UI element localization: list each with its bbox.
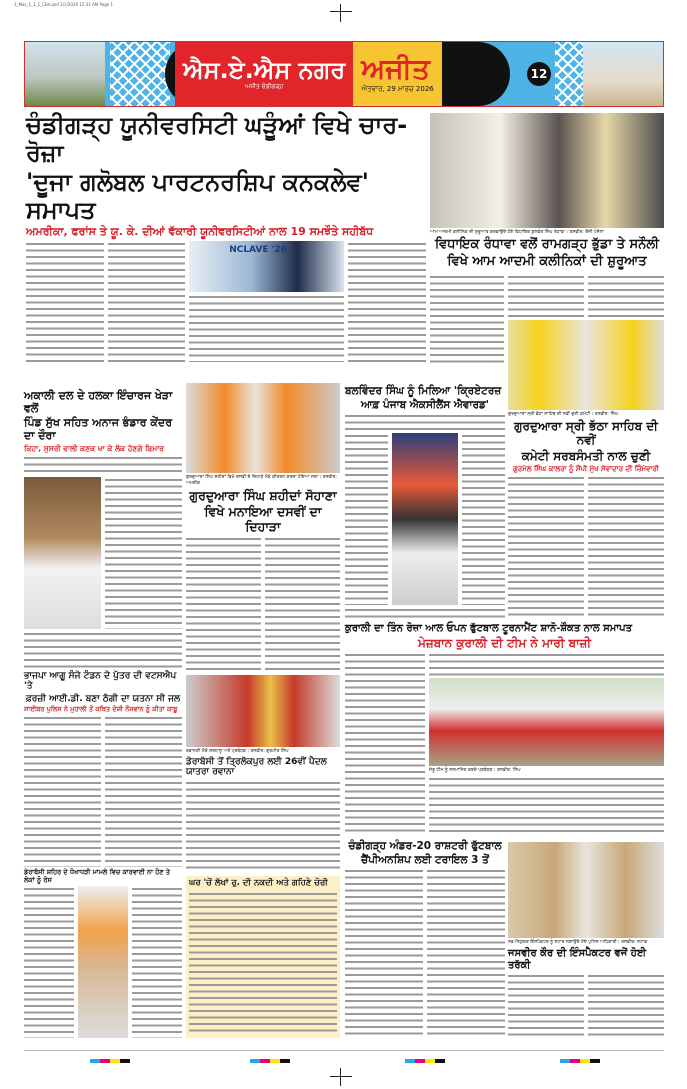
lead-body-col [189, 294, 344, 362]
sohana-body-row [186, 536, 340, 673]
masthead-yellow-panel [353, 42, 442, 106]
left-column [24, 390, 182, 1038]
balwinder-headline-line2: ਆਫ਼ ਪੰਜਾਬ ਐਕਸੀਲੈਂਸ ਐਵਾਰਡ' [361, 399, 489, 412]
clinics-photo-caption: ਆਮ ਆਦਮੀ ਕਲੀਨਿਕ ਦੀ ਸ਼ੁਰੂਆਤ ਕਰਵਾਉਂਦੇ ਹੋਏ ਵਿਧਾਇਕ ਕੁਲਵੰਤ ਸਿੰਘ ਰੰਧਾਵਾ। ਤਸਵੀਰ: ਰੌਜੀ ਪੰਜੋਲਾ [430, 230, 604, 236]
masthead-photo-monument [583, 42, 663, 106]
lead-headline-line2: 'ਦੂਜਾ ਗਲੋਬਲ ਪਾਰਟਨਰਸ਼ਿਪ ਕਨਕਲੇਵ' ਸਮਾਪਤ [26, 168, 369, 224]
balwinder-body [345, 413, 505, 431]
theft-headline: ਘਰ 'ਚੋਂ ਲੱਖਾਂ ਰੁ. ਦੀ ਨਕਦੀ ਅਤੇ ਗਹਿਣੇ ਚੋਰੀ [189, 878, 328, 888]
akali-subhead: ਕਿਹਾ, ਸੁਸਰੀ ਵਾਲੀ ਕਣਕ ਖਾ ਕੇ ਲੋਕ ਹੋਣਗੇ ਬਿਮਾਰ [24, 443, 164, 453]
inspector-body-row [508, 973, 664, 1038]
masthead-photo-building [25, 42, 105, 106]
balwinder-body [462, 433, 505, 605]
fraud-body-row [24, 886, 182, 1038]
yatra-body [186, 780, 340, 871]
inspector-body [508, 973, 584, 1038]
kurali-body [345, 652, 425, 835]
u20-body [427, 868, 505, 1038]
fraud-body [24, 886, 74, 1038]
theft-box [186, 876, 340, 1038]
clinics-body-col [430, 274, 504, 364]
balwinder-body [345, 607, 505, 619]
bhattha-body [588, 475, 664, 619]
newspaper-logo: ਅਜੀਤ [361, 52, 430, 86]
akali-body [24, 631, 182, 669]
footer-rule [24, 1050, 664, 1051]
edition-city: ਐਸ.ਏ.ਐਸ ਨਗਰ [183, 55, 346, 84]
color-registration-bar [560, 1059, 600, 1063]
kurali-right [429, 652, 664, 835]
kurali-photo-caption: ਜੇਤੂ ਟੀਮ ਨੂੰ ਸਨਮਾਨਿਤ ਕਰਦੇ ਪ੍ਰਬੰਧਕ। ਤਸਵੀਰ: ਸਿੰਘ [429, 768, 521, 774]
u20-story [345, 840, 505, 1038]
bhattha-headline: ਗੁਰਦੁਆਰਾ ਸ੍ਰੀ ਭੱਠਾ ਸਾਹਿਬ ਦੀ ਨਵੀਂ [514, 419, 658, 447]
clinics-story [430, 113, 664, 270]
bjp-body [105, 715, 182, 867]
lead-body-row [26, 241, 426, 362]
bjp-headline: ਭਾਜਪਾ ਆਗੂ ਸੰਜੇ ਟੰਡਨ ਦੇ ਪੁੱਤਰ ਦੀ ਵਟਸਐਪ 'ਤੇ [24, 670, 177, 692]
lead-body-col [26, 241, 104, 362]
bhattha-headline-line2: ਕਮੇਟੀ ਸਰਬਸੰਮਤੀ ਨਾਲ ਚੁਣੀ [521, 448, 651, 463]
inspector-headline: ਜਸਵੀਰ ਕੌਰ ਦੀ ਇੰਸਪੈਕਟਰ ਵਜੋਂ ਹੋਈ ਤਰੱਕੀ [508, 948, 647, 971]
sohana-photo [186, 383, 340, 473]
lead-body-col [108, 241, 186, 362]
balwinder-headline: ਬਲਵਿੰਦਰ ਸਿੰਘ ਨੂੰ ਮਿਲਿਆ 'ਕ੍ਰਿਏਟਰਜ਼ [345, 385, 502, 397]
clinics-body-col [508, 274, 584, 318]
bjp-headline-line2: ਫ਼ਰਜ਼ੀ ਆਈ.ਡੀ. ਬਣਾ ਠੱਗੀ ਦਾ ਯਤਨਾ ਸੀ ਜਲ [25, 693, 181, 704]
lead-headline: ਚੰਡੀਗੜ੍ਹ ਯੂਨੀਵਰਸਿਟੀ ਘੜੂੰਆਂ ਵਿਖੇ ਚਾਰ-ਰੋਜ਼ਾ [26, 111, 408, 167]
bhattha-photo [508, 320, 664, 410]
clinics-headline-line2: ਵਿਖੇ ਆਮ ਆਦਮੀ ਕਲੀਨਿਕਾਂ ਦੀ ਸ਼ੁਰੂਆਤ [447, 254, 647, 270]
bhattha-photo-caption: ਗੁਰਦੁਆਰਾ ਸ੍ਰੀ ਭੱਠਾ ਸਾਹਿਬ ਦੀ ਨਵੀਂ ਚੁਣੀ ਕਮੇਟੀ। ਤਸਵੀਰ: ਸਿੰਘ [508, 412, 619, 417]
akali-headline: ਅਕਾਲੀ ਦਲ ਦੇ ਹਲਕਾ ਇੰਚਾਰਜ ਖੇੜਾ ਵਲੋਂ [24, 389, 173, 415]
akali-body [105, 477, 182, 629]
masthead-pattern [110, 42, 170, 106]
sohana-body [186, 536, 261, 673]
u20-body [345, 868, 423, 1038]
kurali-subhead: ਮੇਜ਼ਬਾਨ ਕੁਰਾਲੀ ਦੀ ਟੀਮ ਨੇ ਮਾਰੀ ਬਾਜ਼ੀ [418, 635, 591, 650]
lead-photo [189, 241, 344, 292]
akali-headline-line2: ਪਿੰਡ ਸੁੱਖ ਸਹਿਤ ਅਨਾਜ ਭੰਡਾਰ ਕੇਂਦਰ ਦਾ ਦੌਰਾ [24, 416, 173, 442]
crop-mark [340, 1068, 341, 1086]
kurali-headline: ਕੁਰਾਲੀ ਦਾ ਤਿੰਨ ਰੋਜ਼ਾ ਆਲ ਓਪਨ ਫੁੱਟਬਾਲ ਟੂਰਨਾਮੈਂਟ ਸ਼ਾਨੋ-ਸ਼ੌਕਤ ਨਾਲ ਸਮਾਪਤ [345, 623, 633, 634]
color-registration-bar [405, 1059, 445, 1063]
akali-photo [24, 477, 101, 629]
masthead-title-oval [165, 42, 510, 106]
fraud-headline: ਡੇਰਾਬੱਸੀ ਸ਼ਹਿਰ ਦੇ ਧੋਖਾਧੜੀ ਮਾਮਲੇ ਵਿਚ ਕਾਰਵਾਈ ਨਾ ਹੋਣ ਤੇ ਲੋਕਾਂ ਨੂੰ ਰੋਸ [24, 868, 170, 884]
clinics-body-left [430, 274, 504, 364]
lead-body-col [348, 241, 426, 362]
bjp-subhead: ਸਾਈਬਰ ਪੁਲਿਸ ਨੇ ਮੁਹਾਲੀ ਤੋਂ ਕਥਿਤ ਦੋਸ਼ੀ ਨੌਜਵਾਨ ਨੂੰ ਕੀਤਾ ਕਾਬੂ [24, 704, 178, 713]
lead-photo-text: NCLAVE '26 [229, 245, 287, 256]
edition-subtitle: ਅਜੀਤ ਚੰਡੀਗੜ੍ਹ [245, 83, 284, 91]
clinics-body-row [508, 274, 664, 318]
bjp-body-row [24, 715, 182, 867]
balwinder-body [345, 433, 388, 605]
clinics-photo [430, 113, 664, 228]
lead-story [26, 112, 426, 362]
right-column [508, 274, 664, 619]
sohana-body [265, 536, 340, 673]
kurali-body-row [345, 652, 664, 835]
u20-body-row [345, 868, 505, 1038]
balwinder-body-row [345, 433, 505, 605]
fraud-body [132, 886, 182, 1038]
crop-mark [330, 1076, 352, 1077]
clinics-headline: ਵਿਧਾਇਕ ਰੰਧਾਵਾ ਵਲੋਂ ਰਾਮਗੜ੍ਹ ਭੁੱਡਾ ਤੇ ਸਨੌਲੀ [434, 237, 660, 253]
yatra-photo-caption: ਰਵਾਨਗੀ ਮੌਕੇ ਸ਼ਰਧਾਲੂ ਅਤੇ ਪ੍ਰਬੰਧਕ। ਤਸਵੀਰ: ਗੁਰਮੀਤ ਸਿੰਘ [186, 749, 289, 755]
inspector-photo [508, 842, 664, 938]
color-registration-bar [250, 1059, 290, 1063]
page-number: 12 [527, 62, 551, 86]
crop-mark [330, 11, 352, 12]
bjp-body [24, 715, 101, 867]
u20-headline-line2: ਚੈਂਪੀਅਨਸ਼ਿਪ ਲਈ ਟਰਾਇਲ 3 ਤੋਂ [361, 854, 489, 867]
sohana-photo-caption: ਗੁਰਦੁਆਰਾ ਸਿੰਘ ਸ਼ਹੀਦਾਂ ਵਿਖੇ ਦਸਵੀਂ ਦੇ ਦਿਹਾੜੇ ਮੌਕੇ ਕੀਰਤਨ ਕਰਦਾ ਹੋਇਆ ਜਥਾ। ਤਸਵੀਰ: ਅਮਰੀਕ [186, 475, 337, 486]
kurali-story [345, 623, 664, 835]
bhattha-body-row [508, 475, 664, 619]
color-registration-bar [90, 1059, 130, 1063]
lead-center-col [189, 241, 344, 362]
masthead-red-panel [175, 42, 353, 106]
bhattha-body [508, 475, 584, 619]
crop-mark [340, 4, 341, 22]
sohana-headline-line2: ਵਿਖੇ ਮਨਾਇਆ ਦਸਵੀਂ ਦਾ ਦਿਹਾੜਾ [204, 504, 322, 534]
yatra-headline: ਡੇਰਾਬੱਸੀ ਤੋਂ ਤ੍ਰਿਲੋਕਪੁਰ ਲਈ 26ਵੀਂ ਪੈਦਲ ਯਾਤਰਾ ਰਵਾਨਾ [186, 757, 327, 778]
edition-date: ਐਤਵਾਰ, 29 ਮਾਰਚ 2026 [361, 84, 434, 93]
kurali-body [429, 776, 664, 835]
lead-subhead: ਅਮਰੀਕਾ, ਫਰਾਂਸ ਤੇ ਯੂ. ਕੇ. ਦੀਆਂ ਵੱਕਾਰੀ ਯੂਨੀਵਰਸਿਟੀਆਂ ਨਾਲ 19 ਸਮਝੌਤੇ ਸਹੀਬੱਧ [26, 225, 374, 239]
clinics-body-col [588, 274, 664, 318]
print-slug: 3_Mas_1_1_1_Cbh.qxd 1/1/2026 12:31 AM Page 1 [14, 2, 114, 7]
balwinder-story [345, 385, 505, 619]
fraud-photo [78, 886, 128, 1038]
inspector-body [588, 973, 664, 1038]
bhattha-subhead: ਗੁਰਮੇਲ ਸਿੰਘ ਕਾਲਰਾ ਨੂੰ ਸੌਂਪੀ ਮੁੱਖ ਸੇਵਾਦਾਰ ਦੀ ਜ਼ਿੰਮੇਵਾਰੀ [513, 465, 659, 474]
u20-headline: ਚੰਡੀਗੜ੍ਹ ਅੰਡਰ-20 ਰਾਸ਼ਟਰੀ ਫੁੱਟਬਾਲ [348, 840, 502, 852]
inspector-story [508, 842, 664, 1038]
kurali-team-photo [429, 678, 664, 766]
akali-body [24, 455, 182, 475]
masthead [24, 41, 664, 107]
balwinder-photo [392, 433, 457, 605]
kurali-body [429, 652, 664, 676]
sohana-headline: ਗੁਰਦੁਆਰਾ ਸਿੰਘ ਸ਼ਹੀਦਾਂ ਸੋਹਾਣਾ [189, 488, 337, 503]
theft-body [189, 891, 337, 1035]
yatra-photo [186, 675, 340, 747]
middle-column [186, 383, 340, 871]
akali-body-row [24, 477, 182, 629]
inspector-photo-caption: ਨਵ-ਨਿਯੁਕਤ ਇੰਸਪੈਕਟਰ ਨੂੰ ਸਟਾਰ ਲਗਾਉਂਦੇ ਹੋਏ ਪੁਲਿਸ ਅਧਿਕਾਰੀ। ਤਸਵੀਰ: ਸਟਾਫ [508, 940, 648, 945]
